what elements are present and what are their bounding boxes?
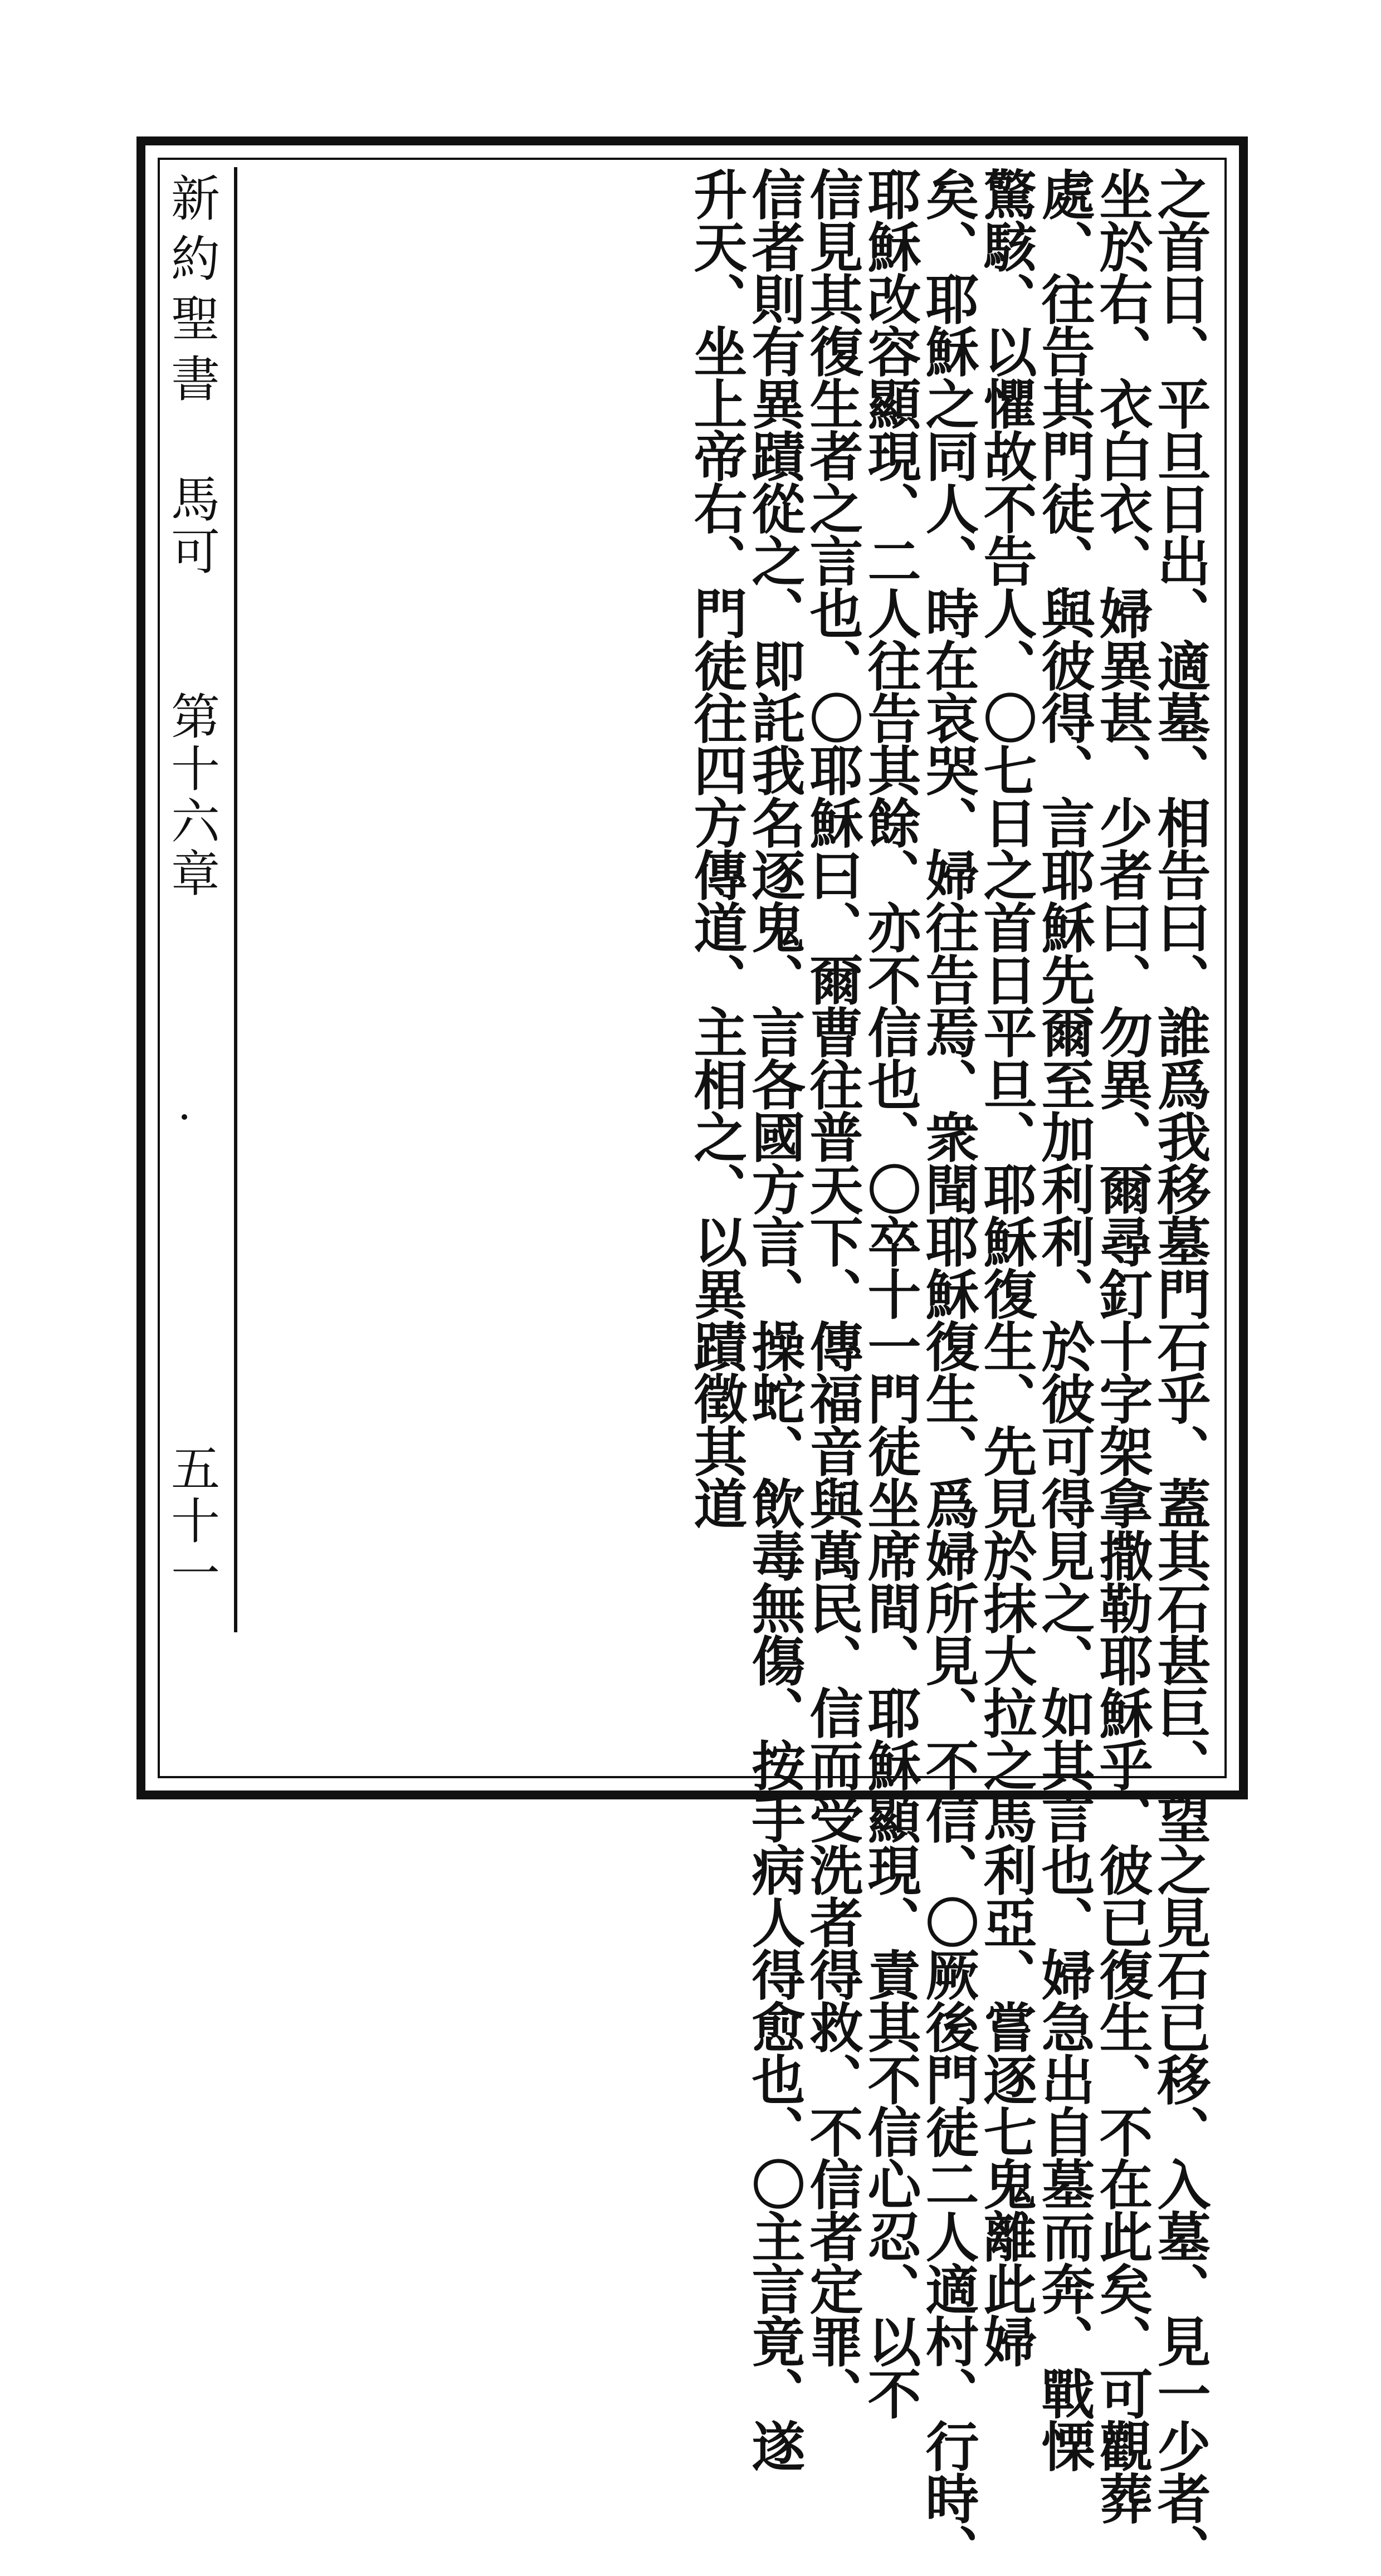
scripture-text-block [685,167,1212,2576]
text-column: 矣、耶穌之同人、時在哀哭、婦往告焉、衆聞耶穌復生、爲婦所見、不信、〇厥後門徒二人適村、行時、 [917,167,980,2576]
margin-dot [182,1114,187,1120]
chapter-heading: 第十六章 [163,691,221,900]
text-column: 坐於右、衣白衣、婦異甚、少者曰、勿異、爾尋釘十字架拿撒勒耶穌乎、彼已復生、不在此矣、可觀葬 [1091,167,1154,2524]
text-column: 升天、坐上帝右、門徒往四方傳道、主相之、以異蹟徵其道 [685,167,748,1529]
running-title: 新約聖書 [163,173,221,413]
margin-divider-rule [234,167,237,1632]
text-column: 信見其復生者之言也、〇耶穌曰、爾曹往普天下、傳福音與萬民、信而受洗者得救、不信者定罪、 [801,167,864,2419]
book-name: 馬可 [163,474,221,578]
text-column: 之首日、平旦日出、適墓、相告曰、誰爲我移墓門石乎、蓋其石甚巨、望之見石已移、入墓、見一少者、 [1149,167,1212,2576]
text-column: 耶穌改容顯現、二人往告其餘、亦不信也、〇卒十一門徒坐席間、耶穌顯現、責其不信心忍、以不 [859,167,922,2419]
page-number: 五十一 [163,1443,221,1600]
text-column: 處、往告其門徒、與彼得、言耶穌先爾至加利利、於彼可得見之、如其言也、婦急出自墓而奔、戰慄 [1033,167,1096,2471]
text-column: 驚駭、以懼故不告人、〇七日之首日平旦、耶穌復生、先見於抹大拉之馬利亞、嘗逐七鬼離此婦 [975,167,1038,2367]
text-column: 信者則有異蹟從之、即託我名逐鬼、言各國方言、操蛇、飲毒無傷、按手病人得愈也、〇主言竟、遂 [743,167,806,2471]
